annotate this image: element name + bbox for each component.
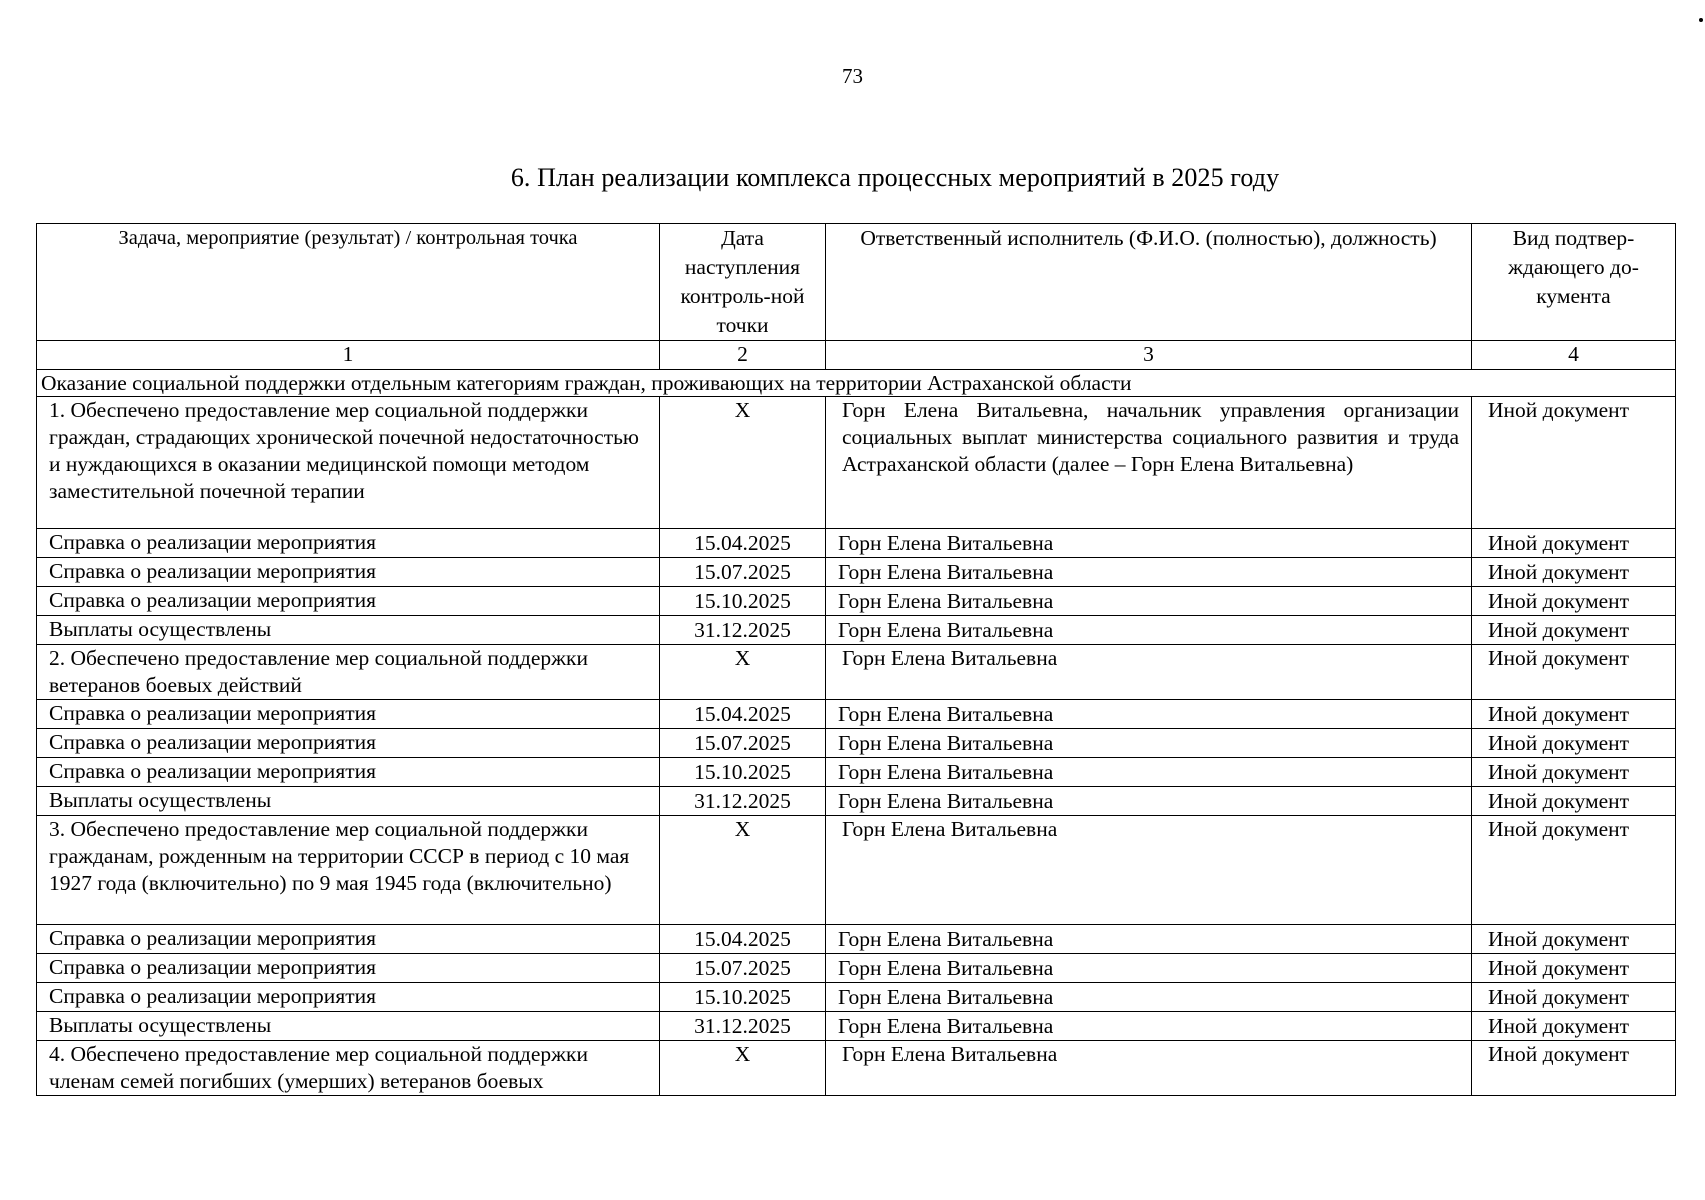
checkpoint-row: [37, 729, 1676, 758]
task-name: 4. Обеспечено предоставление мер социальной поддержки членам семей погибших (умерших) ветеранов боевых: [37, 1041, 660, 1096]
checkpoint-row: [37, 558, 1676, 587]
section-title: Оказание социальной поддержки отдельным категориям граждан, проживающих на территории Астраханской области: [37, 370, 1676, 397]
task-name: 3. Обеспечено предоставление мер социальной поддержки гражданам, рожденным на территории СССР в период с 10 мая 1927 года (включительно) по 9 мая 1945 года (включительно): [37, 816, 660, 925]
checkpoint-date: 31.12.2025: [660, 616, 826, 645]
page-title: 6. План реализации комплекса процессных мероприятий в 2025 году: [510, 163, 1280, 192]
checkpoint-name: Выплаты осуществлены: [37, 787, 660, 816]
checkpoint-responsible: Горн Елена Витальевна: [826, 729, 1472, 758]
checkpoint-name: Справка о реализации мероприятия: [37, 558, 660, 587]
task-row: [37, 397, 1676, 529]
checkpoint-responsible: Горн Елена Витальевна: [826, 616, 1472, 645]
checkpoint-document: Иной документ: [1472, 925, 1676, 954]
task-responsible: Горн Елена Витальевна: [826, 645, 1472, 700]
checkpoint-date: 15.07.2025: [660, 954, 826, 983]
checkpoint-name: Справка о реализации мероприятия: [37, 529, 660, 558]
checkpoint-date: 15.04.2025: [660, 700, 826, 729]
task-document: Иной документ: [1472, 645, 1676, 700]
checkpoint-document: Иной документ: [1472, 1012, 1676, 1041]
section-row: [37, 370, 1676, 397]
checkpoint-document: Иной документ: [1472, 616, 1676, 645]
task-date: X: [660, 1041, 826, 1096]
checkpoint-row: [37, 529, 1676, 558]
scan-speck: [1699, 18, 1703, 22]
checkpoint-responsible: Горн Елена Витальевна: [826, 758, 1472, 787]
checkpoint-name: Выплаты осуществлены: [37, 616, 660, 645]
checkpoint-name: Выплаты осуществлены: [37, 1012, 660, 1041]
checkpoint-row: [37, 1012, 1676, 1041]
table-header-row: [37, 224, 1676, 341]
column-number: 2: [660, 341, 826, 370]
checkpoint-name: Справка о реализации мероприятия: [37, 587, 660, 616]
checkpoint-row: [37, 587, 1676, 616]
checkpoint-name: Справка о реализации мероприятия: [37, 925, 660, 954]
checkpoint-row: [37, 983, 1676, 1012]
checkpoint-name: Справка о реализации мероприятия: [37, 954, 660, 983]
checkpoint-name: Справка о реализации мероприятия: [37, 729, 660, 758]
checkpoint-document: Иной документ: [1472, 983, 1676, 1012]
checkpoint-responsible: Горн Елена Витальевна: [826, 529, 1472, 558]
checkpoint-row: [37, 787, 1676, 816]
checkpoint-row: [37, 925, 1676, 954]
checkpoint-date: 15.10.2025: [660, 587, 826, 616]
checkpoint-document: Иной документ: [1472, 787, 1676, 816]
header-date: Дата наступления контроль-ной точки: [660, 224, 826, 341]
task-date: X: [660, 816, 826, 925]
checkpoint-name: Справка о реализации мероприятия: [37, 983, 660, 1012]
task-responsible: Горн Елена Витальевна: [826, 816, 1472, 925]
task-date: X: [660, 645, 826, 700]
checkpoint-document: Иной документ: [1472, 587, 1676, 616]
checkpoint-document: Иной документ: [1472, 529, 1676, 558]
task-name: 1. Обеспечено предоставление мер социальной поддержки граждан, страдающих хронической почечной недостаточностью и нуждающихся в оказании медицинской помощи методом заместительной почечной терапии: [37, 397, 660, 529]
task-document: Иной документ: [1472, 397, 1676, 529]
checkpoint-document: Иной документ: [1472, 729, 1676, 758]
task-responsible: Горн Елена Витальевна, начальник управления организации социальных выплат министерства социального развития и труда Астраханской области (далее – Горн Елена Витальевна): [826, 397, 1472, 529]
header-document: Вид подтвер-ждающего до-кумента: [1472, 224, 1676, 341]
checkpoint-document: Иной документ: [1472, 758, 1676, 787]
page-number: 73: [842, 64, 863, 88]
task-date: X: [660, 397, 826, 529]
checkpoint-date: 15.04.2025: [660, 529, 826, 558]
task-document: Иной документ: [1472, 816, 1676, 925]
checkpoint-name: Справка о реализации мероприятия: [37, 700, 660, 729]
checkpoint-responsible: Горн Елена Витальевна: [826, 558, 1472, 587]
checkpoint-row: [37, 954, 1676, 983]
checkpoint-date: 31.12.2025: [660, 1012, 826, 1041]
checkpoint-responsible: Горн Елена Витальевна: [826, 1012, 1472, 1041]
checkpoint-responsible: Горн Елена Витальевна: [826, 925, 1472, 954]
column-number: 1: [37, 341, 660, 370]
checkpoint-date: 15.10.2025: [660, 758, 826, 787]
checkpoint-document: Иной документ: [1472, 954, 1676, 983]
checkpoint-responsible: Горн Елена Витальевна: [826, 587, 1472, 616]
checkpoint-date: 15.04.2025: [660, 925, 826, 954]
task-responsible: Горн Елена Витальевна: [826, 1041, 1472, 1096]
checkpoint-row: [37, 700, 1676, 729]
task-name: 2. Обеспечено предоставление мер социальной поддержки ветеранов боевых действий: [37, 645, 660, 700]
column-number: 4: [1472, 341, 1676, 370]
checkpoint-date: 15.07.2025: [660, 558, 826, 587]
task-document: Иной документ: [1472, 1041, 1676, 1096]
task-row: [37, 1041, 1676, 1096]
checkpoint-row: [37, 616, 1676, 645]
checkpoint-responsible: Горн Елена Витальевна: [826, 954, 1472, 983]
checkpoint-document: Иной документ: [1472, 558, 1676, 587]
task-row: [37, 645, 1676, 700]
checkpoint-document: Иной документ: [1472, 700, 1676, 729]
checkpoint-name: Справка о реализации мероприятия: [37, 758, 660, 787]
column-number: 3: [826, 341, 1472, 370]
header-task: Задача, мероприятие (результат) / контрольная точка: [37, 224, 660, 341]
checkpoint-date: 31.12.2025: [660, 787, 826, 816]
checkpoint-row: [37, 758, 1676, 787]
checkpoint-date: 15.10.2025: [660, 983, 826, 1012]
checkpoint-date: 15.07.2025: [660, 729, 826, 758]
plan-table: [36, 223, 1676, 1096]
header-responsible: Ответственный исполнитель (Ф.И.О. (полностью), должность): [826, 224, 1472, 341]
column-number-row: [37, 341, 1676, 370]
checkpoint-responsible: Горн Елена Витальевна: [826, 700, 1472, 729]
task-row: [37, 816, 1676, 925]
checkpoint-responsible: Горн Елена Витальевна: [826, 983, 1472, 1012]
checkpoint-responsible: Горн Елена Витальевна: [826, 787, 1472, 816]
